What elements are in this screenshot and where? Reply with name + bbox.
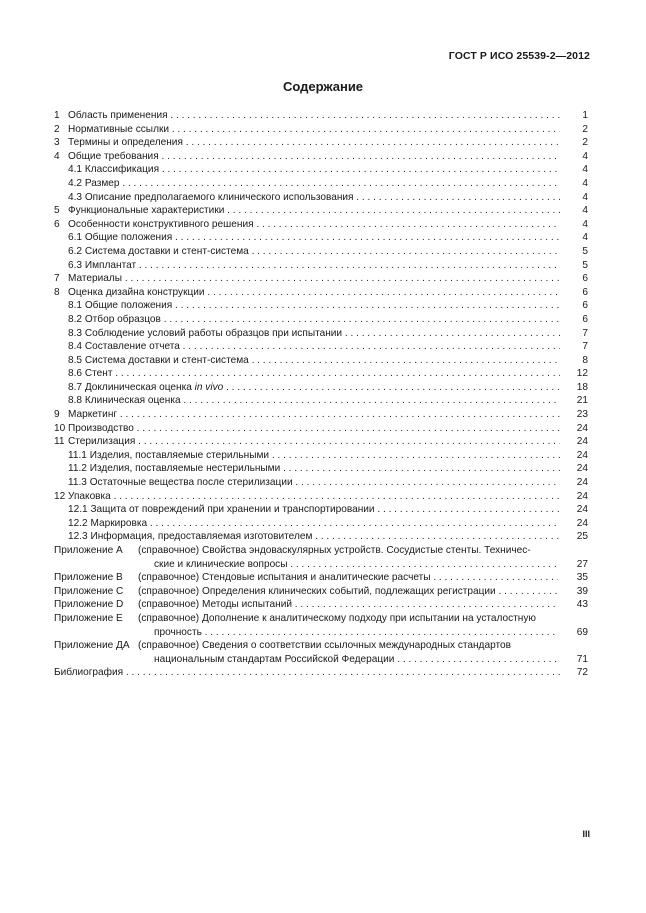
toc-entry[interactable] xyxy=(54,394,588,408)
toc-entry-text: 4.3 Описание предполагаемого клинического использования xyxy=(68,191,354,203)
toc-entry[interactable] xyxy=(54,381,588,395)
toc-entry-text: Оценка дизайна конструкции xyxy=(68,286,205,298)
toc-entry-number: 2 xyxy=(54,123,60,135)
toc-entry[interactable] xyxy=(54,191,588,205)
toc-entry-number: 3 xyxy=(54,137,60,149)
appendix-title-line: (справочное) Определения клинических событий, подлежащих регистрации xyxy=(138,585,496,597)
toc-entry-text: 8.3 Соблюдение условий работы образцов при испытании xyxy=(68,327,343,339)
toc-entry[interactable] xyxy=(54,259,588,273)
toc-entry[interactable] xyxy=(54,136,588,150)
toc-entry-page: 4 xyxy=(560,191,588,205)
appendix-title-line: (справочное) Сведения о соответствии ссылочных международных стандартов xyxy=(138,640,511,652)
appendix-page: 43 xyxy=(576,599,588,611)
toc-entry[interactable] xyxy=(54,163,588,177)
toc-entry-text: 6.2 Система доставки и стент-система xyxy=(68,245,249,257)
appendix-title-line: ские и клинические вопросы xyxy=(154,558,288,570)
toc-entry[interactable] xyxy=(54,530,588,544)
toc-entry[interactable] xyxy=(54,299,588,313)
toc-entry-number: 1 xyxy=(54,110,60,121)
toc-entry-text: 8.7 Доклиническая оценка in vivo xyxy=(68,381,224,393)
toc-entry-page: 24 xyxy=(560,476,588,490)
toc-entry-page: 23 xyxy=(560,408,588,422)
toc-entry-text: Библиография xyxy=(54,667,124,679)
toc-entry-text: Стерилизация xyxy=(68,436,136,448)
document-code: ГОСТ Р ИСО 25539-2—2012 xyxy=(448,50,590,62)
toc-entry-text: 6.3 Имплантат xyxy=(68,259,137,271)
appendix-page: 27 xyxy=(576,558,588,570)
toc-entry-text: 11.3 Остаточные вещества после стерилизации xyxy=(68,477,293,489)
toc-entry[interactable] xyxy=(54,354,588,368)
appendix-page: 35 xyxy=(576,572,588,584)
appendix-title-line: (справочное) Методы испытаний xyxy=(138,599,292,611)
toc-entry-page: 4 xyxy=(560,231,588,245)
toc-entry-number: 9 xyxy=(54,409,60,421)
toc-title: Содержание xyxy=(282,79,364,94)
toc-entry-page: 8 xyxy=(560,354,588,368)
toc-entry-text: 6.1 Общие положения xyxy=(68,232,173,244)
toc-entry-bibliography[interactable] xyxy=(54,666,588,680)
toc-entries xyxy=(54,109,588,544)
table-of-contents xyxy=(54,109,588,680)
toc-appendix[interactable] xyxy=(54,544,588,571)
toc-entry[interactable] xyxy=(54,245,588,259)
toc-entry-page: 25 xyxy=(560,530,588,544)
appendix-label: Приложение С xyxy=(54,585,124,597)
toc-appendix[interactable] xyxy=(54,639,588,666)
toc-entry-page: 24 xyxy=(560,435,588,449)
toc-entry-text: 8.1 Общие положения xyxy=(68,300,173,312)
toc-appendix[interactable] xyxy=(54,585,588,599)
toc-entry-page: 18 xyxy=(560,381,588,395)
toc-entry-text: Общие требования xyxy=(68,150,159,162)
toc-entry-number: 11 xyxy=(54,436,65,448)
toc-entry[interactable] xyxy=(54,150,588,164)
toc-entry-page: 4 xyxy=(560,204,588,218)
toc-entry-page: 21 xyxy=(560,394,588,408)
toc-entry-page: 24 xyxy=(560,449,588,463)
toc-entry-page: 24 xyxy=(560,503,588,517)
toc-entry-page: 1 xyxy=(560,109,588,123)
toc-entry-text: Термины и определения xyxy=(68,137,183,149)
toc-entry-text: 12.3 Информация, предоставляемая изготовителем xyxy=(68,531,313,543)
toc-entry-page: 6 xyxy=(560,299,588,313)
toc-entry-text: 11.1 Изделия, поставляемые стерильными xyxy=(68,449,270,461)
toc-entry-text: 8.2 Отбор образцов xyxy=(68,313,161,325)
toc-entry-text: Нормативные ссылки xyxy=(68,123,170,135)
appendix-label: Приложение ДА xyxy=(54,640,130,652)
toc-entry[interactable] xyxy=(54,177,588,191)
toc-entry-text: 11.2 Изделия, поставляемые нестерильными xyxy=(68,463,281,475)
toc-entry[interactable] xyxy=(54,435,588,449)
toc-entry-page: 2 xyxy=(560,136,588,150)
toc-entry[interactable] xyxy=(54,490,588,504)
toc-entry-page: 5 xyxy=(560,245,588,259)
toc-entry[interactable] xyxy=(54,340,588,354)
toc-entry[interactable] xyxy=(54,367,588,381)
toc-appendix[interactable] xyxy=(54,598,588,612)
appendix-title-line: (справочное) Дополнение к аналитическому подходу при испытании на усталостную xyxy=(138,612,536,624)
toc-entry-text: Маркетинг xyxy=(68,409,118,421)
appendix-page: 71 xyxy=(576,653,588,665)
toc-entry-page: 4 xyxy=(560,150,588,164)
appendix-page: 39 xyxy=(576,585,588,597)
toc-entry-page: 4 xyxy=(560,218,588,232)
toc-entry[interactable] xyxy=(54,503,588,517)
toc-entry[interactable] xyxy=(54,204,588,218)
toc-entry-number: 7 xyxy=(54,273,60,285)
toc-entry-page: 5 xyxy=(560,259,588,273)
toc-entry-page: 72 xyxy=(560,666,588,680)
toc-entry[interactable] xyxy=(54,327,588,341)
toc-entry-text: 8.6 Стент xyxy=(68,368,113,380)
toc-entry-page: 6 xyxy=(560,286,588,300)
toc-entry[interactable] xyxy=(54,109,588,123)
toc-entry-text: Производство xyxy=(68,422,134,434)
toc-entry-page: 24 xyxy=(560,462,588,476)
toc-entry-page: 7 xyxy=(560,340,588,354)
toc-appendix[interactable] xyxy=(54,571,588,585)
toc-entry-text: 8.5 Система доставки и стент-система xyxy=(68,354,249,366)
toc-entry-page: 4 xyxy=(560,177,588,191)
toc-entry-text: Область применения xyxy=(68,110,168,121)
toc-entry[interactable] xyxy=(54,123,588,137)
toc-entry-page: 12 xyxy=(560,367,588,381)
toc-entry-number: 6 xyxy=(54,218,60,230)
toc-entry[interactable] xyxy=(54,462,588,476)
appendix-title-line: (справочное) Свойства эндоваскулярных устройств. Сосудистые стенты. Техничес- xyxy=(138,545,531,556)
toc-entry[interactable] xyxy=(54,272,588,286)
toc-entry-page: 6 xyxy=(560,313,588,327)
toc-entry[interactable] xyxy=(54,286,588,300)
toc-entry-text: 4.2 Размер xyxy=(68,177,120,189)
appendix-label: Приложение D xyxy=(54,599,124,611)
toc-entry-text: Функциональные характеристики xyxy=(68,205,225,217)
toc-entry-text: Упаковка xyxy=(68,490,111,502)
toc-entry-page: 24 xyxy=(560,422,588,436)
toc-entry-text: 8.8 Клиническая оценка xyxy=(68,395,181,407)
appendix-title-line: прочность xyxy=(154,626,202,638)
toc-appendices xyxy=(54,544,588,666)
appendix-page: 69 xyxy=(576,626,588,638)
toc-entry[interactable] xyxy=(54,449,588,463)
toc-entry[interactable] xyxy=(54,218,588,232)
toc-entry-text: 8.4 Составление отчета xyxy=(68,341,180,353)
appendix-label: Приложение А xyxy=(54,545,123,556)
toc-entry-number: 4 xyxy=(54,150,60,162)
toc-entry-text: 4.1 Классификация xyxy=(68,164,160,176)
toc-entry-page: 7 xyxy=(560,327,588,341)
toc-entry-text: Особенности конструктивного решения xyxy=(68,218,254,230)
toc-entry-text: Материалы xyxy=(68,273,123,285)
appendix-title-line: национальным стандартам Российской Федерации xyxy=(154,653,395,665)
toc-entry-number: 5 xyxy=(54,205,60,217)
toc-entry-page: 4 xyxy=(560,163,588,177)
page-number: III xyxy=(582,829,590,839)
toc-entry-text: 12.1 Защита от повреждений при хранении и транспортировании xyxy=(68,504,375,516)
toc-entry-number: 12 xyxy=(54,490,66,502)
toc-entry[interactable] xyxy=(54,422,588,436)
toc-entry-page: 24 xyxy=(560,517,588,531)
toc-entry[interactable] xyxy=(54,408,588,422)
appendix-title-line: (справочное) Стендовые испытания и аналитические расчеты xyxy=(138,572,431,584)
appendix-label: Приложение В xyxy=(54,572,123,584)
toc-appendix[interactable] xyxy=(54,612,588,639)
toc-entry[interactable] xyxy=(54,313,588,327)
toc-entry[interactable] xyxy=(54,476,588,490)
appendix-label: Приложение Е xyxy=(54,612,123,624)
toc-entry[interactable] xyxy=(54,231,588,245)
toc-entry-page: 6 xyxy=(560,272,588,286)
toc-entry-text: 12.2 Маркировка xyxy=(68,517,148,529)
toc-entry[interactable] xyxy=(54,517,588,531)
toc-entry-number: 10 xyxy=(54,422,66,434)
toc-entry-page: 24 xyxy=(560,490,588,504)
toc-entry-number: 8 xyxy=(54,286,60,298)
toc-entry-page: 2 xyxy=(560,123,588,137)
